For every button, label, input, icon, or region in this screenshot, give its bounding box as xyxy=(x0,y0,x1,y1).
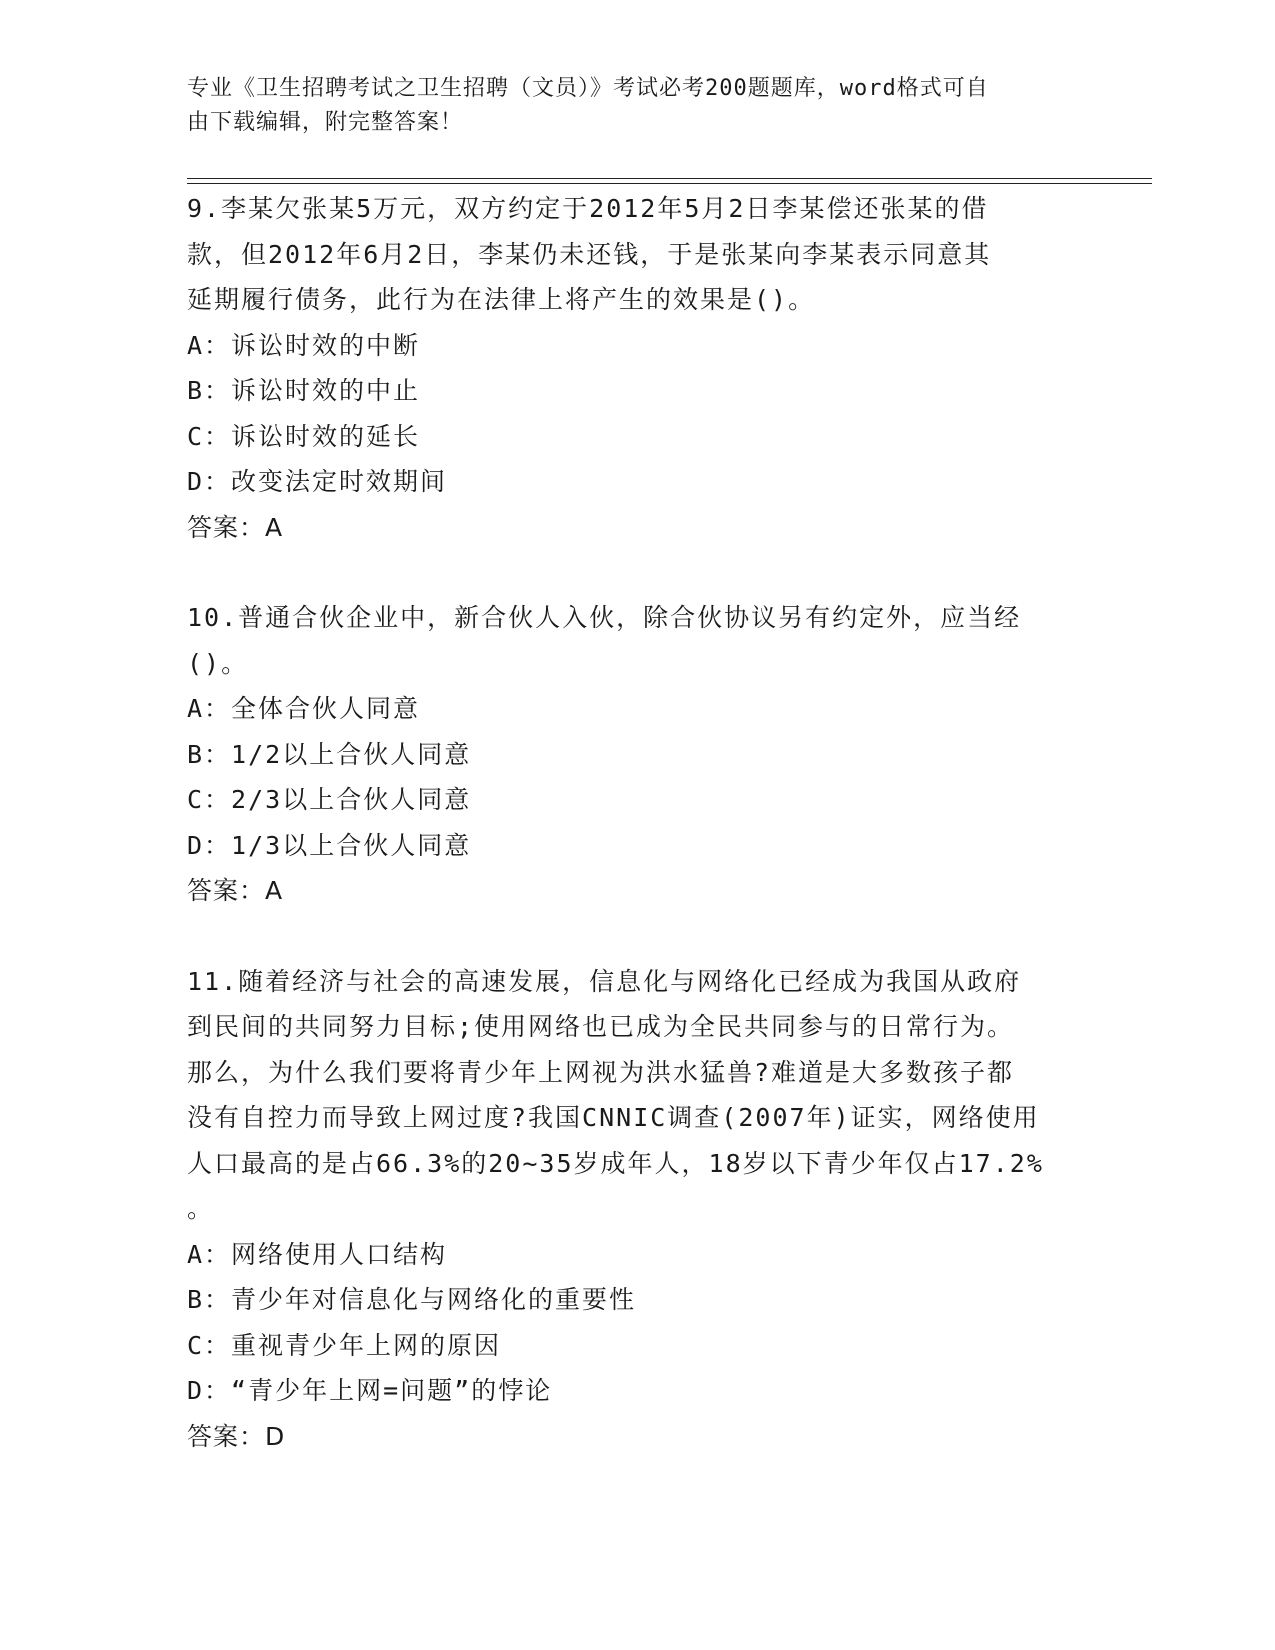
question-text xyxy=(187,186,1087,323)
document-header xyxy=(187,72,1067,140)
header-divider-top xyxy=(187,178,1152,179)
answer-label: 答案：A xyxy=(187,512,284,542)
option-c: C：重视青少年上网的原因 xyxy=(187,1330,502,1360)
question-line: 10.普通合伙企业中，新合伙人入伙，除合伙协议另有约定外，应当经 xyxy=(187,603,1022,632)
header-divider-bottom xyxy=(187,183,1152,184)
question-line: 没有自控力而导致上网过度?我国CNNIC调查(2007年)证实，网络使用 xyxy=(187,1103,1040,1132)
option-d: D：1/3以上合伙人同意 xyxy=(187,830,472,860)
question-line: 。 xyxy=(187,1194,215,1223)
option-a: A：诉讼时效的中断 xyxy=(187,330,421,360)
question-item xyxy=(187,959,1087,1460)
option-a: A：网络使用人口结构 xyxy=(187,1239,448,1269)
question-line: 9.李某欠张某5万元，双方约定于2012年5月2日李某偿还张某的借 xyxy=(187,194,989,223)
option-c: C：2/3以上合伙人同意 xyxy=(187,785,472,814)
question-line: 11.随着经济与社会的高速发展，信息化与网络化已经成为我国从政府 xyxy=(187,966,1022,996)
spacer xyxy=(187,914,1087,959)
option-c: C：诉讼时效的延长 xyxy=(187,421,421,451)
option-d: D：改变法定时效期间 xyxy=(187,467,448,496)
option-b: B：青少年对信息化与网络化的重要性 xyxy=(187,1285,637,1314)
option-b: B：诉讼时效的中止 xyxy=(187,376,421,405)
answer-label: 答案：D xyxy=(187,1421,286,1451)
question-line: 款，但2012年6月2日，李某仍未还钱，于是张某向李某表示同意其 xyxy=(187,239,992,269)
answer-label: 答案：A xyxy=(187,876,284,905)
question-text xyxy=(187,595,1087,686)
header-line-2: 由下载编辑，附完整答案！ xyxy=(187,110,464,135)
question-list xyxy=(187,186,1087,1459)
option-a: A：全体合伙人同意 xyxy=(187,694,421,723)
question-line: 人口最高的是占66.3%的20~35岁成年人，18岁以下青少年仅占17.2% xyxy=(187,1148,1044,1178)
question-item xyxy=(187,595,1087,914)
question-line: 延期履行债务，此行为在法律上将产生的效果是()。 xyxy=(187,285,816,314)
option-d: D：“青少年上网=问题”的悖论 xyxy=(187,1376,553,1405)
question-text xyxy=(187,959,1087,1232)
question-item xyxy=(187,186,1087,550)
question-line: ()。 xyxy=(187,648,249,678)
spacer xyxy=(187,550,1087,595)
option-b: B：1/2以上合伙人同意 xyxy=(187,739,472,769)
question-line: 那么，为什么我们要将青少年上网视为洪水猛兽?难道是大多数孩子都 xyxy=(187,1057,1015,1087)
question-line: 到民间的共同努力目标;使用网络也已成为全民共同参与的日常行为。 xyxy=(187,1012,1015,1041)
header-line-1: 专业《卫生招聘考试之卫生招聘（文员）》考试必考200题题库，word格式可自 xyxy=(187,76,989,101)
